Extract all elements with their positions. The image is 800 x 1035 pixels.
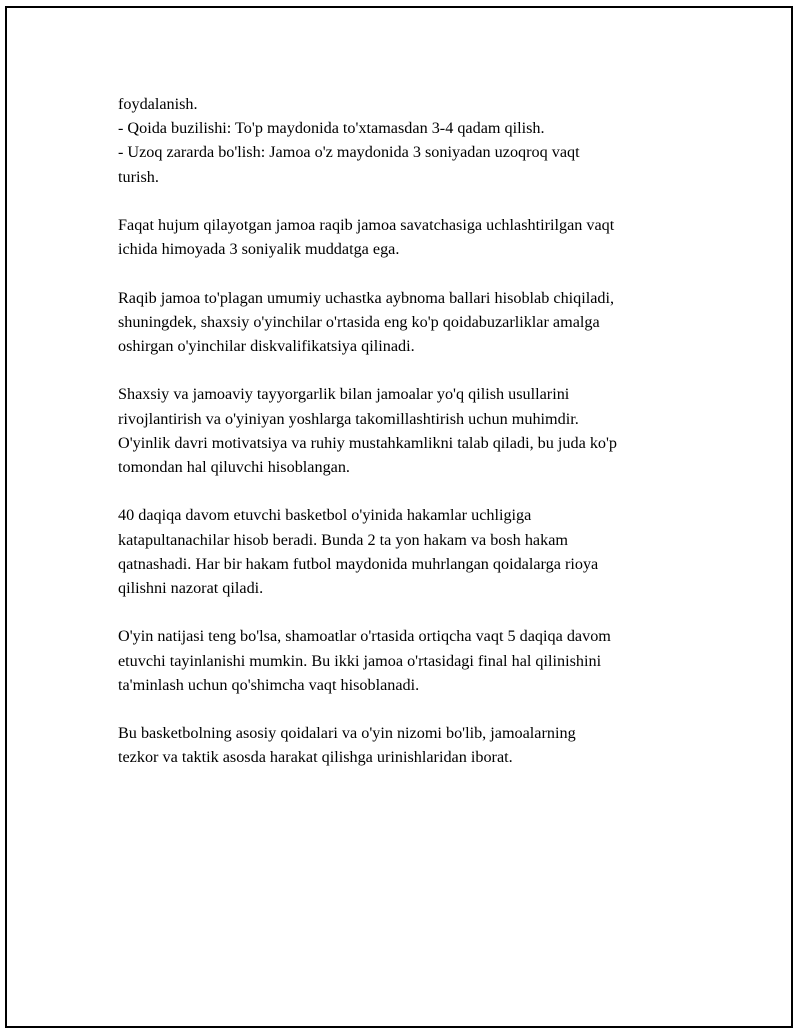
text-line: ichida himoyada 3 soniyalik muddatga ega. xyxy=(118,240,400,259)
text-line: rivojlantirish va o'yiniyan yoshlarga takomillashtirish uchun muhimdir. xyxy=(118,409,579,428)
paragraph-7 xyxy=(118,721,698,769)
text-line: foydalanish. xyxy=(118,95,198,113)
text-line: Raqib jamoa to'plagan umumiy uchastka aybnoma ballari hisoblab chiqiladi, xyxy=(118,288,615,307)
text-line: Faqat hujum qilayotgan jamoa raqib jamoa savatchasiga uchlashtirilgan vaqt xyxy=(118,216,615,234)
text-line: O'yinlik davri motivatsiya va ruhiy mustahkamlikni talab qiladi, bu juda ko'p xyxy=(118,433,618,452)
paragraph-4 xyxy=(118,382,698,479)
paragraph-1 xyxy=(118,92,698,189)
paragraph-6 xyxy=(118,624,698,697)
text-line: qatnashadi. Har bir hakam futbol maydonida muhrlangan qoidalarga rioya xyxy=(118,554,599,573)
text-line: shuningdek, shaxsiy o'yinchilar o'rtasida eng ko'p qoidabuzarliklar amalga xyxy=(118,312,600,331)
text-line: Shaxsiy va jamoaviy tayyorgarlik bilan jamoalar yo'q qilish usullarini xyxy=(118,385,570,404)
text-line: oshirgan o'yinchilar diskvalifikatsiya qilinadi. xyxy=(118,337,415,355)
document-body xyxy=(118,92,698,794)
text-line: tomondan hal qiluvchi hisoblangan. xyxy=(118,458,350,476)
paragraph-2 xyxy=(118,213,698,261)
text-line: Bu basketbolning asosiy qoidalari va o'yin nizomi bo'lib, jamoalarning xyxy=(118,724,576,743)
text-line: turish. xyxy=(118,167,159,186)
text-line: - Uzoq zararda bo'lish: Jamoa o'z maydonida 3 soniyadan uzoqroq vaqt xyxy=(118,143,580,162)
text-line: 40 daqiqa davom etuvchi basketbol o'yinida hakamlar uchligiga xyxy=(118,506,532,525)
paragraph-3 xyxy=(118,286,698,359)
text-line: etuvchi tayinlanishi mumkin. Bu ikki jamoa o'rtasidagi final hal qilinishini xyxy=(118,651,602,670)
text-line: katapultanachilar hisob beradi. Bunda 2 ta yon hakam va bosh hakam xyxy=(118,530,568,549)
text-line: O'yin natijasi teng bo'lsa, shamoatlar o'rtasida ortiqcha vaqt 5 daqiqa davom xyxy=(118,627,611,646)
text-line: qilishni nazorat qiladi. xyxy=(118,579,264,597)
paragraph-5 xyxy=(118,503,698,600)
text-line: ta'minlash uchun qo'shimcha vaqt hisoblanadi. xyxy=(118,675,420,694)
text-line: - Qoida buzilishi: To'p maydonida to'xtamasdan 3-4 qadam qilish. xyxy=(118,119,545,138)
text-line: tezkor va taktik asosda harakat qilishga urinishlaridan iborat. xyxy=(118,748,513,767)
